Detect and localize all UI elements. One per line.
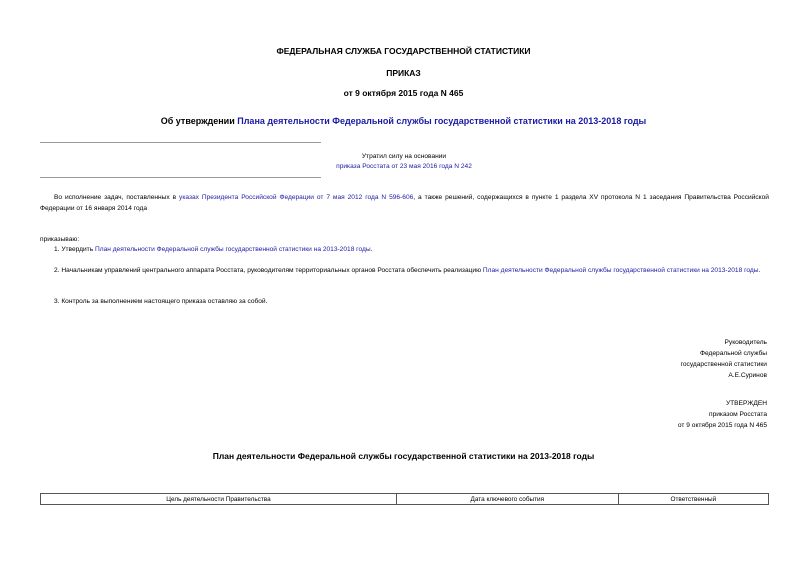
approved-line-1: УТВЕРЖДЕН <box>725 400 767 407</box>
divider-bottom <box>40 177 321 178</box>
approved-block <box>678 398 767 431</box>
item-1-end: . <box>370 246 373 253</box>
item-1-link[interactable]: План деятельности Федеральной службы государственной статистики на 2013-2018 годы <box>94 246 371 253</box>
status-note <box>321 152 487 172</box>
item-1-text: 1. Утвердить <box>54 246 94 253</box>
item-2-link[interactable]: План деятельности Федеральной службы государственной статистики на 2013-2018 годы <box>482 267 759 274</box>
plan-table <box>40 493 769 505</box>
status-line: Утратил силу на основании <box>361 153 447 160</box>
signature-line-2: Федеральной службы <box>699 350 767 357</box>
status-link[interactable]: приказа Росстата от 23 мая 2016 года N 242 <box>336 163 472 170</box>
item-2 <box>40 265 769 276</box>
signature-block <box>681 337 767 381</box>
intro-text: Во исполнение задач, поставленных в <box>54 194 177 201</box>
intro-paragraph <box>40 192 769 214</box>
intro-link[interactable]: указах Президента Российской Федерации от 7 мая 2012 года N 596-606 <box>179 194 414 201</box>
doc-title <box>0 116 807 126</box>
signature-name: А.Е.Суринов <box>728 372 767 379</box>
table-header-row <box>41 494 769 505</box>
item-1 <box>40 244 769 255</box>
item-3: 3. Контроль за выполнением настоящего приказа оставляю за собой. <box>54 298 268 305</box>
signature-line-1: Руководитель <box>724 339 767 346</box>
intro-text-after: , а также решений, содержащихся в пункте 1 раздела XV протокола N 1 заседания Правительства Российской Федерации от 16 января 2014 года <box>40 194 769 212</box>
doc-date-number: от 9 октября 2015 года N 465 <box>343 88 464 98</box>
col-goal: Цель деятельности Правительства <box>41 494 397 505</box>
doc-type: ПРИКАЗ <box>386 68 421 78</box>
col-date: Дата ключевого события <box>396 494 618 505</box>
divider-top <box>40 142 321 143</box>
agency-name: ФЕДЕРАЛЬНАЯ СЛУЖБА ГОСУДАРСТВЕННОЙ СТАТИСТИКИ <box>276 46 531 56</box>
approved-line-2: приказом Росстата <box>709 411 767 418</box>
item-2-end: . <box>758 267 761 274</box>
signature-line-3: государственной статистики <box>680 361 767 368</box>
col-responsible: Ответственный <box>618 494 768 505</box>
doc-title-link[interactable]: Плана деятельности Федеральной службы государственной статистики на 2013-2018 годы <box>237 116 647 126</box>
doc-title-prefix: Об утверждении <box>160 116 235 126</box>
item-2-text: 2. Начальникам управлений центрального аппарата Росстата, руководителям территориальных органов Росстата обеспечить реализацию <box>54 267 482 274</box>
order-word: приказываю: <box>40 236 80 243</box>
plan-title: План деятельности Федеральной службы государственной статистики на 2013-2018 годы <box>212 451 595 461</box>
approved-line-3: от 9 октября 2015 года N 465 <box>677 422 767 429</box>
